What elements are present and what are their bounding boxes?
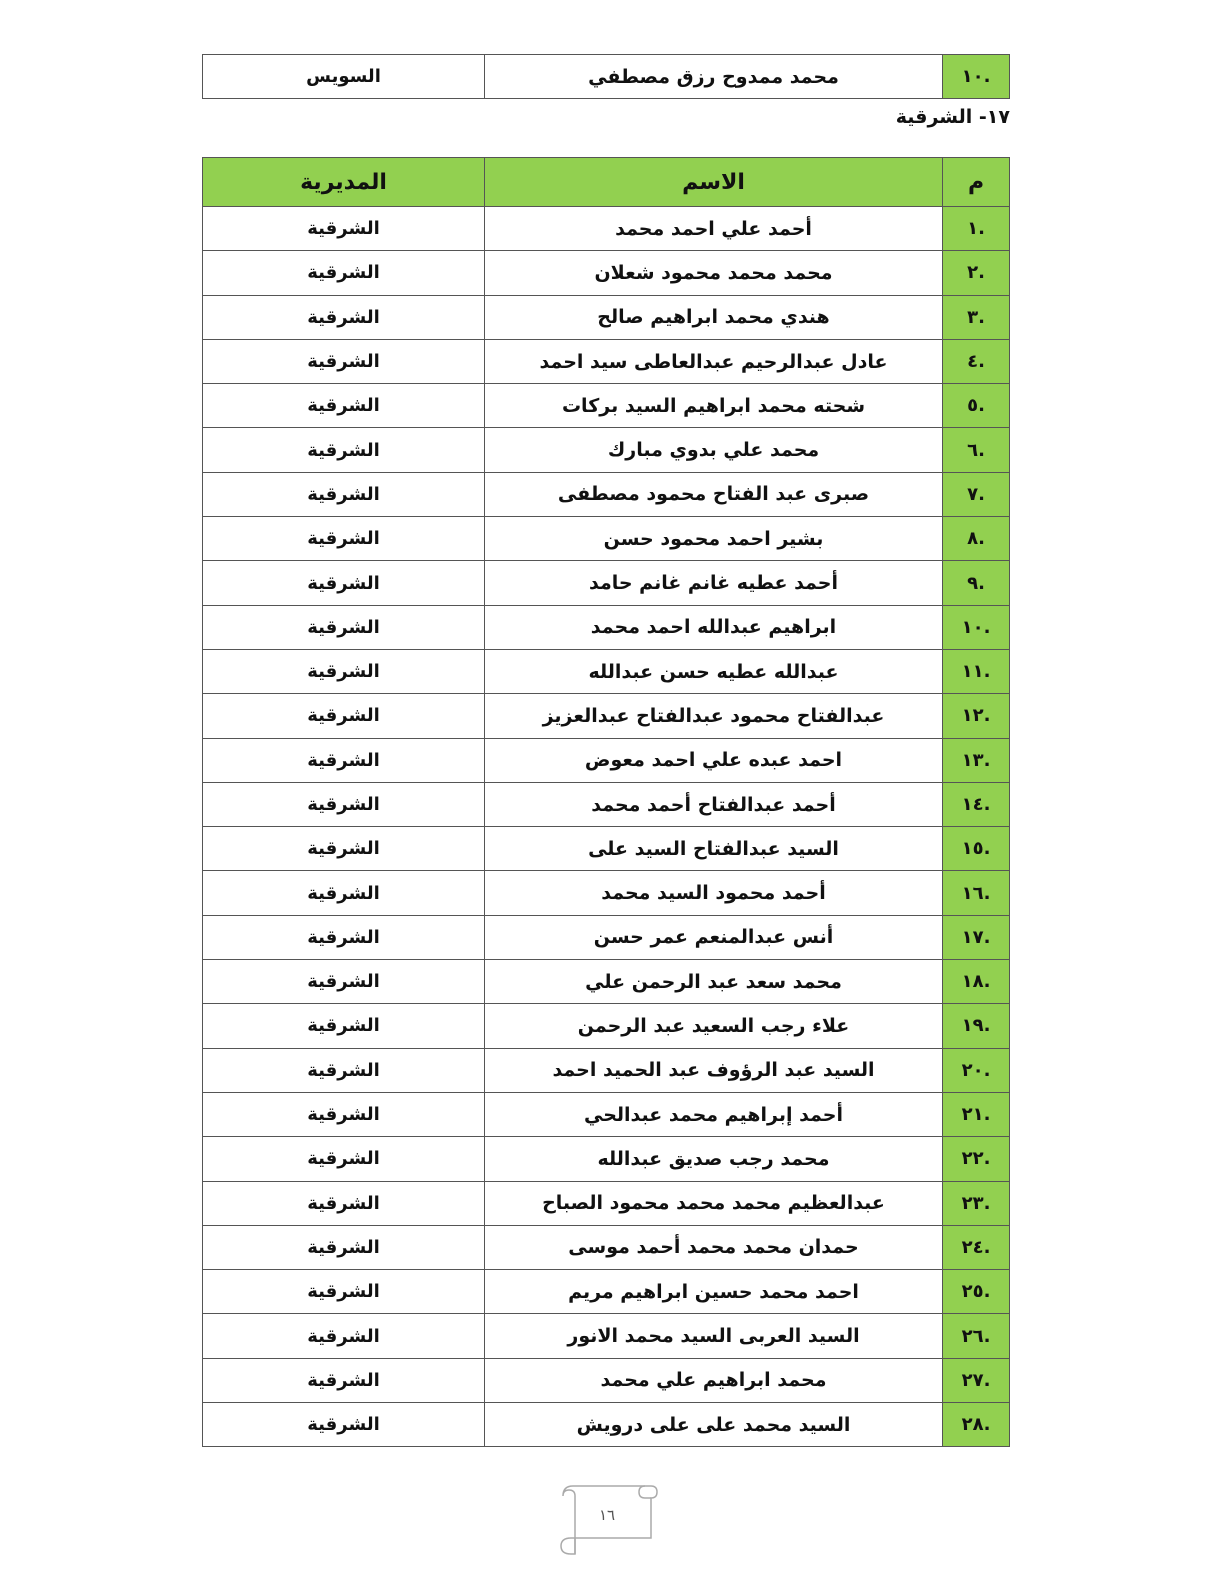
row-number: .١٩ xyxy=(943,1004,1010,1048)
row-number: .٢٣ xyxy=(943,1181,1010,1225)
row-directorate: الشرقية xyxy=(203,694,485,738)
table-row xyxy=(203,1048,1010,1092)
row-directorate: الشرقية xyxy=(203,871,485,915)
table-row xyxy=(203,605,1010,649)
table-row xyxy=(203,428,1010,472)
row-name: عادل عبدالرحيم عبدالعاطى سيد احمد xyxy=(485,339,943,383)
row-directorate: الشرقية xyxy=(203,1004,485,1048)
table-row xyxy=(203,871,1010,915)
row-name: عبدالله عطيه حسن عبدالله xyxy=(485,649,943,693)
row-number: .١٦ xyxy=(943,871,1010,915)
row-directorate: الشرقية xyxy=(203,1403,485,1447)
table-row xyxy=(203,1225,1010,1269)
row-number: .١ xyxy=(943,207,1010,251)
row-directorate: الشرقية xyxy=(203,827,485,871)
row-directorate: الشرقية xyxy=(203,1048,485,1092)
row-name: السيد محمد على على درويش xyxy=(485,1403,943,1447)
row-name: محمد محمد محمود شعلان xyxy=(485,251,943,295)
table-row xyxy=(203,295,1010,339)
row-number: .٢٤ xyxy=(943,1225,1010,1269)
row-name: محمد سعد عبد الرحمن علي xyxy=(485,960,943,1004)
row-number: .٢٢ xyxy=(943,1137,1010,1181)
row-name: محمد ابراهيم علي محمد xyxy=(485,1358,943,1402)
row-number: .٦ xyxy=(943,428,1010,472)
row-name: ابراهيم عبدالله احمد محمد xyxy=(485,605,943,649)
table-row xyxy=(203,251,1010,295)
table-row xyxy=(203,782,1010,826)
table-row xyxy=(203,1270,1010,1314)
row-number: .٣ xyxy=(943,295,1010,339)
row-directorate: الشرقية xyxy=(203,472,485,516)
row-number: .٢١ xyxy=(943,1092,1010,1136)
table-row xyxy=(203,915,1010,959)
table-header-row xyxy=(203,158,1010,207)
row-name: السيد عبد الرؤوف عبد الحميد احمد xyxy=(485,1048,943,1092)
row-number: .٢٥ xyxy=(943,1270,1010,1314)
sharqia-table xyxy=(202,157,1010,1447)
table-row xyxy=(203,561,1010,605)
table-row xyxy=(203,694,1010,738)
row-directorate: الشرقية xyxy=(203,561,485,605)
row-directorate: الشرقية xyxy=(203,1358,485,1402)
row-name: أحمد علي احمد محمد xyxy=(485,207,943,251)
row-number: .١٤ xyxy=(943,782,1010,826)
row-number: .١٥ xyxy=(943,827,1010,871)
table-row xyxy=(203,1137,1010,1181)
row-directorate: الشرقية xyxy=(203,428,485,472)
row-name: أحمد إبراهيم محمد عبدالحي xyxy=(485,1092,943,1136)
table-row xyxy=(203,1092,1010,1136)
row-directorate: الشرقية xyxy=(203,605,485,649)
row-number: .٥ xyxy=(943,384,1010,428)
row-number: .٢٨ xyxy=(943,1403,1010,1447)
row-name: علاء رجب السعيد عبد الرحمن xyxy=(485,1004,943,1048)
row-directorate: الشرقية xyxy=(203,782,485,826)
table-row xyxy=(203,1358,1010,1402)
table-row xyxy=(203,1181,1010,1225)
row-directorate: الشرقية xyxy=(203,915,485,959)
row-name: عبدالفتاح محمود عبدالفتاح عبدالعزيز xyxy=(485,694,943,738)
row-name: محمد رجب صديق عبدالله xyxy=(485,1137,943,1181)
table-row xyxy=(203,738,1010,782)
row-number: .٧ xyxy=(943,472,1010,516)
row-number: .١١ xyxy=(943,649,1010,693)
row-directorate: الشرقية xyxy=(203,649,485,693)
row-number: .٢ xyxy=(943,251,1010,295)
row-name: أحمد عطيه غانم غانم حامد xyxy=(485,561,943,605)
previous-section-table xyxy=(202,54,1010,99)
section-heading: ١٧- الشرقية xyxy=(895,106,1010,128)
table-row xyxy=(203,339,1010,383)
table-row xyxy=(203,517,1010,561)
table-row xyxy=(203,207,1010,251)
table-row xyxy=(203,649,1010,693)
row-directorate: الشرقية xyxy=(203,517,485,561)
row-number: .٢٧ xyxy=(943,1358,1010,1402)
row-number: .٨ xyxy=(943,517,1010,561)
row-directorate: الشرقية xyxy=(203,1181,485,1225)
row-directorate: الشرقية xyxy=(203,384,485,428)
page-number-scroll xyxy=(553,1478,661,1558)
row-number: .١٢ xyxy=(943,694,1010,738)
row-number: .٤ xyxy=(943,339,1010,383)
row-name: احمد عبده علي احمد معوض xyxy=(485,738,943,782)
header-number: م xyxy=(943,158,1010,207)
table-row xyxy=(203,55,1010,99)
row-number: .٢٠ xyxy=(943,1048,1010,1092)
row-number: .١٠ xyxy=(943,55,1010,99)
header-name: الاسم xyxy=(485,158,943,207)
table-row xyxy=(203,472,1010,516)
table-row xyxy=(203,384,1010,428)
row-directorate: الشرقية xyxy=(203,207,485,251)
row-name: احمد محمد حسين ابراهيم مريم xyxy=(485,1270,943,1314)
row-directorate: الشرقية xyxy=(203,295,485,339)
row-directorate: الشرقية xyxy=(203,1092,485,1136)
row-name: محمد علي بدوي مبارك xyxy=(485,428,943,472)
row-number: .٩ xyxy=(943,561,1010,605)
row-number: .٢٦ xyxy=(943,1314,1010,1358)
row-number: .١٨ xyxy=(943,960,1010,1004)
row-name: هندي محمد ابراهيم صالح xyxy=(485,295,943,339)
row-name: شحته محمد ابراهيم السيد بركات xyxy=(485,384,943,428)
row-directorate: الشرقية xyxy=(203,1270,485,1314)
row-directorate: السويس xyxy=(203,55,485,99)
table-row xyxy=(203,960,1010,1004)
row-directorate: الشرقية xyxy=(203,738,485,782)
header-directorate: المديرية xyxy=(203,158,485,207)
row-directorate: الشرقية xyxy=(203,339,485,383)
row-name: السيد عبدالفتاح السيد على xyxy=(485,827,943,871)
row-directorate: الشرقية xyxy=(203,1314,485,1358)
row-directorate: الشرقية xyxy=(203,251,485,295)
row-name: صبرى عبد الفتاح محمود مصطفى xyxy=(485,472,943,516)
row-number: .١٠ xyxy=(943,605,1010,649)
table-row xyxy=(203,827,1010,871)
table-row xyxy=(203,1314,1010,1358)
row-directorate: الشرقية xyxy=(203,960,485,1004)
row-name: السيد العربى السيد محمد الانور xyxy=(485,1314,943,1358)
row-number: .١٧ xyxy=(943,915,1010,959)
row-directorate: الشرقية xyxy=(203,1137,485,1181)
page-number: ١٦ xyxy=(598,1506,616,1524)
row-name: أحمد محمود السيد محمد xyxy=(485,871,943,915)
row-directorate: الشرقية xyxy=(203,1225,485,1269)
row-number: .١٣ xyxy=(943,738,1010,782)
row-name: محمد ممدوح رزق مصطفي xyxy=(485,55,943,99)
table-row xyxy=(203,1004,1010,1048)
row-name: أنس عبدالمنعم عمر حسن xyxy=(485,915,943,959)
row-name: بشير احمد محمود حسن xyxy=(485,517,943,561)
row-name: أحمد عبدالفتاح أحمد محمد xyxy=(485,782,943,826)
row-name: حمدان محمد محمد أحمد موسى xyxy=(485,1225,943,1269)
table-row xyxy=(203,1403,1010,1447)
row-name: عبدالعظيم محمد محمد محمود الصباح xyxy=(485,1181,943,1225)
